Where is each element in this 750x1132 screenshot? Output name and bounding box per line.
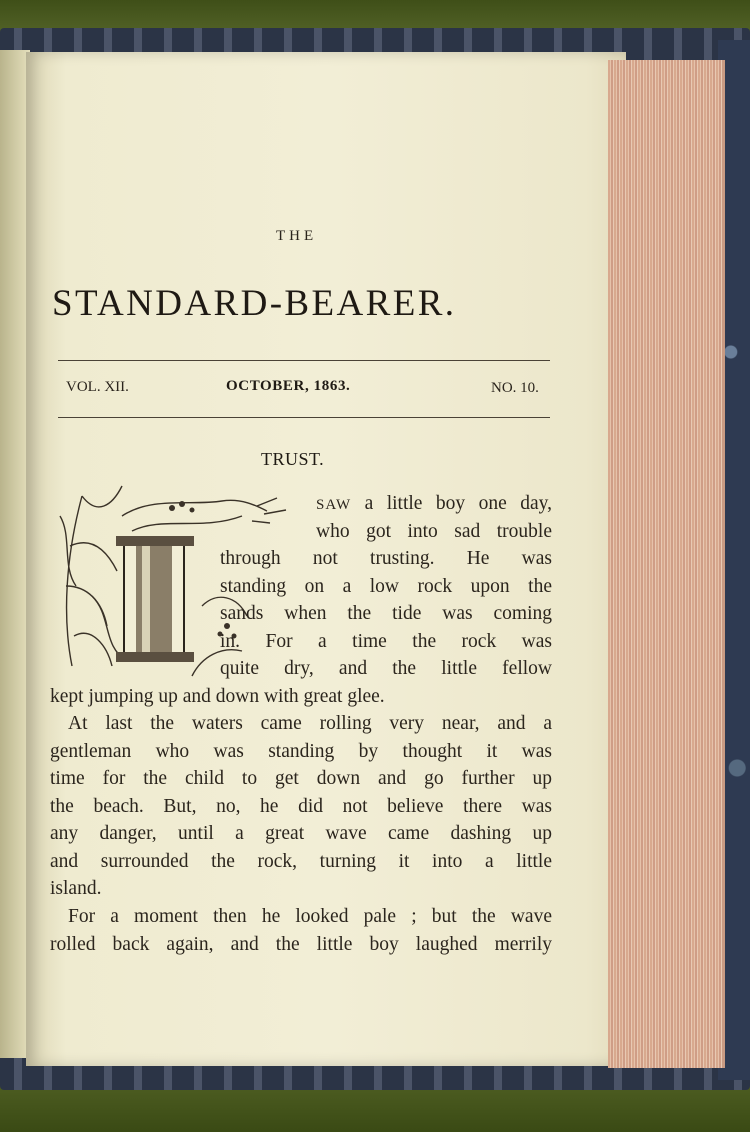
article-line-16: For a moment then he looked pale ; but the wave — [68, 906, 552, 927]
volume-label: VOL. XII. — [66, 379, 129, 395]
article-line-14: and surrounded the rock, turning it into a little — [50, 851, 552, 872]
article-line-1 — [316, 490, 552, 518]
header-rule-top — [58, 360, 550, 361]
article-line-13: any danger, until a great wave came dashing up — [50, 823, 552, 844]
article-line-3: through not trusting. He was — [220, 548, 552, 569]
first-word-smallcaps: SAW — [316, 497, 352, 513]
article-line-17: rolled back again, and the little boy laughed merrily — [50, 934, 552, 955]
article-line-10: gentleman who was standing by thought it was — [50, 741, 552, 762]
article-line-8: kept jumping up and down with great glee. — [50, 686, 385, 707]
masthead-the: THE — [276, 228, 318, 244]
article-line-1-text: a little boy one day, — [351, 493, 552, 514]
issue-number: NO. 10. — [491, 380, 539, 396]
article-line-2: who got into sad trouble — [316, 521, 552, 542]
header-rule-bottom — [58, 417, 550, 418]
article-line-15: island. — [50, 878, 102, 899]
masthead-title: STANDARD-BEARER. — [52, 283, 457, 324]
article-line-5: sands when the tide was coming — [220, 603, 552, 624]
article-line-11: time for the child to get down and go further up — [50, 768, 552, 789]
article-title: TRUST. — [261, 449, 325, 469]
article-line-12: the beach. But, no, he did not believe there was — [50, 796, 552, 817]
issue-date: OCTOBER, 1863. — [226, 378, 351, 394]
article-line-6: in. For a time the rock was — [220, 631, 552, 652]
article-line-4: standing on a low rock upon the — [220, 576, 552, 597]
article-line-7: quite dry, and the little fellow — [220, 658, 552, 679]
article-line-9: At last the waters came rolling very near, and a — [68, 713, 552, 734]
